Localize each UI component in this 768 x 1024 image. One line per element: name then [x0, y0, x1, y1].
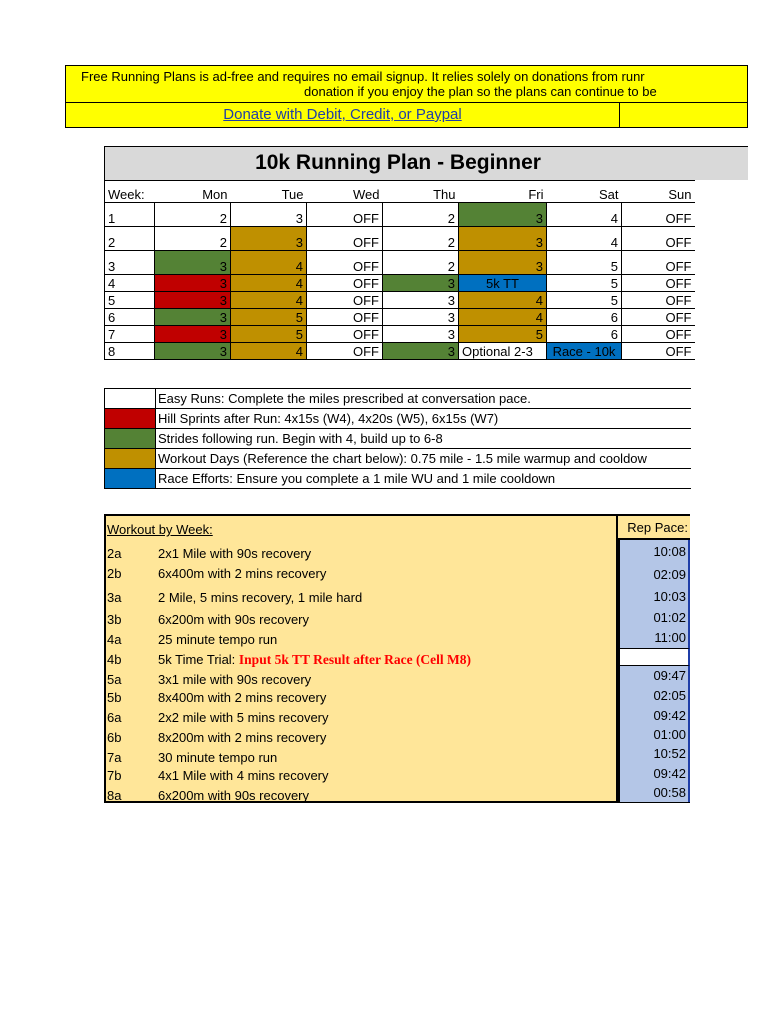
plan-cell[interactable]: 3 — [383, 292, 459, 309]
plan-cell[interactable]: OFF — [622, 292, 695, 309]
legend-row — [105, 449, 691, 469]
plan-cell[interactable]: 4 — [231, 275, 307, 292]
workout-description-text: 8x400m with 2 mins recovery — [158, 690, 327, 705]
workout-row — [106, 786, 618, 806]
plan-cell[interactable]: OFF — [622, 309, 695, 326]
rep-pace-cell[interactable]: 10:52 — [620, 744, 690, 764]
plan-cell[interactable]: 3 — [155, 309, 231, 326]
plan-cell[interactable]: OFF — [622, 227, 695, 251]
rep-pace-cell[interactable]: 01:00 — [620, 726, 690, 744]
workout-description-text: 30 minute tempo run — [158, 750, 278, 765]
workout-row — [106, 630, 618, 650]
workout-row — [106, 748, 618, 768]
plan-cell[interactable]: 5 — [547, 292, 622, 309]
workout-description-text: 6x200m with 90s recovery — [158, 788, 310, 803]
plan-cell[interactable]: OFF — [307, 343, 383, 360]
plan-cell[interactable]: OFF — [622, 326, 695, 343]
workout-row — [106, 670, 618, 690]
rep-pace-cell[interactable]: 00:58 — [620, 784, 690, 802]
plan-cell[interactable]: 3 — [155, 343, 231, 360]
plan-cell[interactable]: 5 — [231, 309, 307, 326]
workout-description — [158, 730, 326, 745]
plan-cell[interactable]: 2 — [155, 203, 231, 227]
legend-text: Strides following run. Begin with 4, build up to 6-8 — [156, 429, 691, 449]
legend-text: Workout Days (Reference the chart below): 0.75 mile - 1.5 mile warmup and cooldow — [156, 449, 691, 469]
plan-cell[interactable]: OFF — [307, 203, 383, 227]
week-number: 2 — [105, 227, 155, 251]
workout-description-text: 6x200m with 90s recovery — [158, 612, 310, 627]
legend-row — [105, 409, 691, 429]
week-row — [105, 251, 695, 275]
legend-row — [105, 429, 691, 449]
week-number: 3 — [105, 251, 155, 275]
workout-description — [158, 652, 471, 668]
workout-row — [106, 544, 618, 564]
rep-pace-cell[interactable]: 01:02 — [620, 608, 690, 628]
workout-description — [158, 710, 329, 725]
donate-row — [65, 102, 748, 128]
workout-id: 2a — [107, 546, 122, 561]
workout-row — [106, 708, 618, 728]
donation-banner — [65, 65, 748, 128]
legend-table — [104, 388, 691, 489]
week-number: 8 — [105, 343, 155, 360]
plan-cell[interactable]: 5 — [231, 326, 307, 343]
legend-text: Hill Sprints after Run: 4x15s (W4), 4x20s (W5), 6x15s (W7) — [156, 409, 691, 429]
plan-cell[interactable]: 6 — [547, 309, 622, 326]
plan-cell[interactable]: OFF — [622, 343, 695, 360]
workout-description — [158, 672, 311, 687]
plan-cell[interactable]: 3 — [459, 227, 547, 251]
plan-cell[interactable]: 4 — [547, 203, 622, 227]
workout-description-text: 2x1 Mile with 90s recovery — [158, 546, 312, 561]
workout-description-text: 25 minute tempo run — [158, 632, 278, 647]
plan-cell[interactable]: 5 — [459, 326, 547, 343]
workout-description — [158, 546, 311, 561]
week-row — [105, 343, 695, 360]
legend-text: Easy Runs: Complete the miles prescribed at conversation pace. — [156, 389, 691, 409]
week-row — [105, 309, 695, 326]
workout-description — [158, 566, 326, 581]
legend-swatch — [105, 429, 156, 449]
week-number: 4 — [105, 275, 155, 292]
workout-description-text: 8x200m with 2 mins recovery — [158, 730, 327, 745]
rep-pace-cell[interactable]: 10:03 — [620, 586, 690, 608]
plan-cell[interactable]: 3 — [459, 203, 547, 227]
workout-row — [106, 766, 618, 786]
donation-message-line2: donation if you enjoy the plan so the plans can continue to be — [304, 84, 657, 99]
plan-table — [104, 180, 695, 360]
plan-cell[interactable]: 5 — [547, 251, 622, 275]
rep-pace-cell[interactable]: 10:08 — [620, 540, 690, 564]
workout-description — [158, 590, 362, 605]
legend-row — [105, 469, 691, 489]
workout-description-text: 2x2 mile with 5 mins recovery — [158, 710, 329, 725]
legend-swatch — [105, 449, 156, 469]
workout-description-text: 6x400m with 2 mins recovery — [158, 566, 327, 581]
workout-row — [106, 610, 618, 630]
workout-header: Workout by Week: — [107, 522, 213, 537]
workout-description-text: 4x1 Mile with 4 mins recovery — [158, 768, 329, 783]
plan-cell[interactable]: 3 — [383, 343, 459, 360]
week-number: 6 — [105, 309, 155, 326]
plan-cell[interactable]: 3 — [231, 203, 307, 227]
plan-cell[interactable]: OFF — [307, 275, 383, 292]
title-bar — [104, 146, 748, 180]
day-header: Mon — [155, 181, 231, 203]
workout-list — [104, 514, 618, 803]
plan-cell[interactable]: OFF — [622, 251, 695, 275]
plan-cell[interactable]: 3 — [231, 227, 307, 251]
workout-description — [158, 632, 277, 647]
plan-cell[interactable]: 2 — [383, 203, 459, 227]
plan-cell[interactable]: 5k TT — [459, 275, 547, 292]
workout-description — [158, 788, 309, 803]
legend-text: Race Efforts: Ensure you complete a 1 mile WU and 1 mile cooldown — [156, 469, 691, 489]
legend-swatch — [105, 469, 156, 489]
plan-cell[interactable]: 4 — [547, 227, 622, 251]
workout-id: 4b — [107, 652, 122, 667]
rep-pace-column — [618, 514, 690, 803]
plan-cell[interactable]: 3 — [383, 326, 459, 343]
legend-swatch — [105, 409, 156, 429]
rep-pace-cell[interactable]: 11:00 — [620, 628, 690, 648]
plan-cell[interactable]: 6 — [547, 326, 622, 343]
workout-id: 8a — [107, 788, 122, 803]
rep-pace-cell[interactable]: 02:09 — [620, 564, 690, 586]
day-header: Week: — [105, 181, 155, 203]
plan-cell[interactable]: 3 — [155, 275, 231, 292]
donation-message-line1: Free Running Plans is ad-free and requires no email signup. It relies solely on donations from runr — [81, 69, 645, 84]
rep-pace-cell[interactable]: 09:42 — [620, 706, 690, 726]
workout-description-text: 5k Time Trial: — [158, 652, 239, 667]
plan-cell[interactable]: 4 — [231, 343, 307, 360]
workout-id: 7b — [107, 768, 122, 783]
workout-id: 4a — [107, 632, 122, 647]
week-number: 5 — [105, 292, 155, 309]
day-header: Fri — [459, 181, 547, 203]
page-title: 10k Running Plan - Beginner — [255, 151, 541, 174]
workout-description — [158, 612, 309, 627]
rep-pace-cell[interactable]: 09:42 — [620, 764, 690, 784]
week-row — [105, 275, 695, 292]
plan-cell[interactable]: 4 — [231, 251, 307, 275]
plan-cell[interactable]: OFF — [307, 292, 383, 309]
rep-pace-header: Rep Pace: — [618, 514, 690, 540]
plan-header-row — [105, 181, 695, 203]
workout-description-text: 3x1 mile with 90s recovery — [158, 672, 312, 687]
legend-swatch — [105, 389, 156, 409]
workout-id: 2b — [107, 566, 122, 581]
rep-pace-cell[interactable] — [620, 648, 690, 666]
workout-id: 5b — [107, 690, 122, 705]
plan-cell[interactable]: OFF — [307, 326, 383, 343]
workout-description — [158, 690, 326, 705]
workout-note: Input 5k TT Result after Race (Cell M8) — [238, 652, 472, 667]
plan-cell[interactable]: 3 — [383, 309, 459, 326]
workout-row — [106, 728, 618, 748]
plan-cell[interactable]: 4 — [231, 292, 307, 309]
rep-pace-cell[interactable]: 09:47 — [620, 666, 690, 686]
workout-description — [158, 768, 329, 783]
plan-cell[interactable]: 2 — [383, 251, 459, 275]
plan-cell[interactable]: Race - 10k — [547, 343, 622, 360]
day-header: Tue — [231, 181, 307, 203]
workout-row — [106, 688, 618, 708]
workout-id: 7a — [107, 750, 122, 765]
legend-row — [105, 389, 691, 409]
week-row — [105, 326, 695, 343]
plan-cell[interactable]: 5 — [547, 275, 622, 292]
workout-row — [106, 588, 618, 608]
donation-message — [65, 65, 748, 103]
workout-row — [106, 564, 618, 584]
plan-cell[interactable]: 4 — [459, 292, 547, 309]
plan-cell[interactable]: 3 — [383, 275, 459, 292]
workout-description — [158, 750, 277, 765]
workout-id: 5a — [107, 672, 122, 687]
day-header: Sun — [622, 181, 695, 203]
plan-cell[interactable]: 3 — [155, 292, 231, 309]
plan-cell[interactable]: Optional 2-3 — [459, 343, 547, 360]
plan-cell[interactable]: 2 — [383, 227, 459, 251]
week-row — [105, 227, 695, 251]
empty-cell — [620, 103, 747, 127]
week-number: 7 — [105, 326, 155, 343]
day-header: Sat — [547, 181, 622, 203]
plan-cell[interactable]: 3 — [459, 251, 547, 275]
plan-cell[interactable]: OFF — [307, 251, 383, 275]
plan-cell[interactable]: 2 — [155, 227, 231, 251]
plan-cell[interactable]: 3 — [155, 326, 231, 343]
workout-id: 3b — [107, 612, 122, 627]
donate-link[interactable]: Donate with Debit, Credit, or Paypal — [223, 106, 462, 123]
plan-cell[interactable]: OFF — [307, 227, 383, 251]
workout-row — [106, 650, 618, 670]
day-header: Thu — [383, 181, 459, 203]
day-header: Wed — [307, 181, 383, 203]
plan-cell[interactable]: OFF — [307, 309, 383, 326]
workout-description-text: 2 Mile, 5 mins recovery, 1 mile hard — [158, 590, 363, 605]
week-number: 1 — [105, 203, 155, 227]
plan-cell[interactable]: OFF — [622, 275, 695, 292]
rep-pace-cell[interactable]: 02:05 — [620, 686, 690, 706]
week-row — [105, 292, 695, 309]
plan-cell[interactable]: 3 — [155, 251, 231, 275]
week-row — [105, 203, 695, 227]
plan-cell[interactable]: 4 — [459, 309, 547, 326]
workout-id: 6b — [107, 730, 122, 745]
workout-id: 6a — [107, 710, 122, 725]
plan-cell[interactable]: OFF — [622, 203, 695, 227]
workout-id: 3a — [107, 590, 122, 605]
